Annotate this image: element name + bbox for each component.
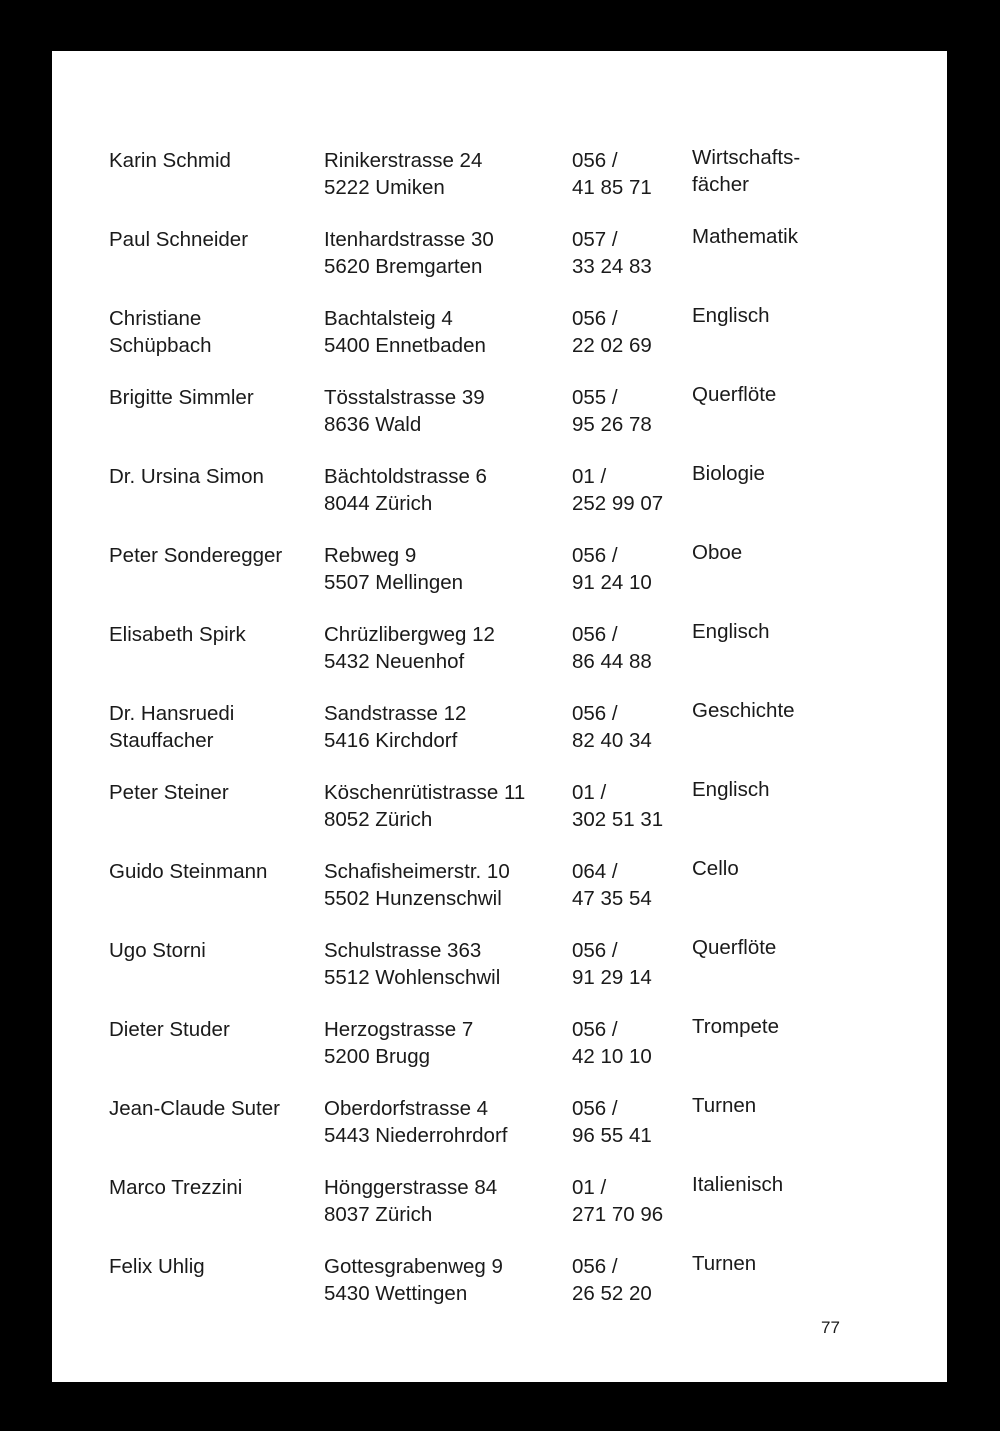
entry-subject-line: Querflöte <box>692 383 777 406</box>
entry-phone-line: 96 55 41 <box>572 1124 652 1147</box>
entry-phone-line: 86 44 88 <box>572 650 652 673</box>
entry-phone-line: 22 02 69 <box>572 334 652 357</box>
entry-phone <box>572 463 682 517</box>
entry-subject <box>692 381 892 408</box>
entry-phone-line: 056 / <box>572 1255 618 1278</box>
directory-entry <box>52 858 947 937</box>
entry-name-line: Peter Sonderegger <box>109 544 283 567</box>
entry-address-line: Bächtoldstrasse 6 <box>324 465 487 488</box>
entry-address-line: Schulstrasse 363 <box>324 939 482 962</box>
entry-phone-line: 252 99 07 <box>572 492 664 515</box>
entry-address-line: 5430 Wettingen <box>324 1282 468 1305</box>
entry-subject-line: Trompete <box>692 1015 779 1038</box>
directory-list <box>52 147 947 1332</box>
entry-address-line: 8037 Zürich <box>324 1203 433 1226</box>
entry-name-line: Guido Steinmann <box>109 860 268 883</box>
entry-phone-line: 056 / <box>572 939 618 962</box>
entry-subject-line: Englisch <box>692 304 770 327</box>
entry-address-line: Itenhardstrasse 30 <box>324 228 494 251</box>
entry-address <box>324 463 569 517</box>
entry-name <box>109 621 314 648</box>
entry-name <box>109 779 314 806</box>
entry-subject <box>692 460 892 487</box>
entry-name <box>109 1174 314 1201</box>
entry-name-line: Elisabeth Spirk <box>109 623 246 646</box>
entry-name <box>109 1253 314 1280</box>
entry-phone-line: 33 24 83 <box>572 255 652 278</box>
entry-subject <box>692 776 892 803</box>
entry-address-line: 5222 Umiken <box>324 176 445 199</box>
entry-phone-line: 01 / <box>572 1176 607 1199</box>
entry-subject-line: fächer <box>692 173 749 196</box>
directory-entry <box>52 1253 947 1332</box>
entry-address-line: Rinikerstrasse 24 <box>324 149 483 172</box>
directory-entry <box>52 779 947 858</box>
entry-phone-line: 057 / <box>572 228 618 251</box>
entry-address <box>324 858 569 912</box>
entry-phone <box>572 1095 682 1149</box>
entry-phone-line: 055 / <box>572 386 618 409</box>
entry-phone-line: 302 51 31 <box>572 808 664 831</box>
entry-address <box>324 937 569 991</box>
entry-phone-line: 42 10 10 <box>572 1045 652 1068</box>
entry-subject <box>692 618 892 645</box>
entry-phone <box>572 542 682 596</box>
entry-phone <box>572 621 682 675</box>
entry-address-line: Gottesgrabenweg 9 <box>324 1255 503 1278</box>
entry-phone-line: 056 / <box>572 1018 618 1041</box>
entry-name-line: Brigitte Simmler <box>109 386 254 409</box>
entry-address-line: 5200 Brugg <box>324 1045 431 1068</box>
entry-address <box>324 1174 569 1228</box>
entry-address <box>324 226 569 280</box>
entry-address-line: 5502 Hunzenschwil <box>324 887 502 910</box>
entry-address-line: 5507 Mellingen <box>324 571 464 594</box>
entry-phone <box>572 226 682 280</box>
entry-subject <box>692 144 892 198</box>
entry-phone-line: 95 26 78 <box>572 413 652 436</box>
entry-address-line: Tösstalstrasse 39 <box>324 386 485 409</box>
entry-subject-line: Turnen <box>692 1094 757 1117</box>
entry-phone-line: 064 / <box>572 860 618 883</box>
entry-name <box>109 305 314 359</box>
entry-subject <box>692 1013 892 1040</box>
entry-name <box>109 147 314 174</box>
entry-subject <box>692 1171 892 1198</box>
entry-subject <box>692 1250 892 1277</box>
entry-address-line: 5620 Bremgarten <box>324 255 483 278</box>
entry-phone-line: 056 / <box>572 307 618 330</box>
entry-subject-line: Geschichte <box>692 699 795 722</box>
entry-name <box>109 1095 314 1122</box>
entry-subject-line: Mathematik <box>692 225 798 248</box>
directory-entry <box>52 305 947 384</box>
directory-entry <box>52 1174 947 1253</box>
entry-address-line: 5512 Wohlenschwil <box>324 966 501 989</box>
entry-phone-line: 82 40 34 <box>572 729 652 752</box>
entry-address-line: Sandstrasse 12 <box>324 702 467 725</box>
entry-subject <box>692 855 892 882</box>
entry-subject-line: Wirtschafts- <box>692 146 801 169</box>
entry-name <box>109 226 314 253</box>
directory-entry <box>52 621 947 700</box>
entry-subject <box>692 302 892 329</box>
entry-phone-line: 01 / <box>572 781 607 804</box>
entry-phone-line: 056 / <box>572 1097 618 1120</box>
entry-subject <box>692 223 892 250</box>
entry-phone <box>572 779 682 833</box>
entry-address-line: 5400 Ennetbaden <box>324 334 486 357</box>
document-page <box>52 51 947 1382</box>
entry-phone <box>572 1174 682 1228</box>
directory-entry <box>52 226 947 305</box>
entry-name-line: Christiane <box>109 307 202 330</box>
entry-phone-line: 01 / <box>572 465 607 488</box>
entry-address <box>324 1253 569 1307</box>
entry-phone <box>572 858 682 912</box>
entry-name <box>109 858 314 885</box>
entry-name <box>109 1016 314 1043</box>
entry-address-line: 8044 Zürich <box>324 492 433 515</box>
entry-phone-line: 26 52 20 <box>572 1282 652 1305</box>
entry-address-line: 5416 Kirchdorf <box>324 729 458 752</box>
entry-name <box>109 463 314 490</box>
entry-address <box>324 542 569 596</box>
entry-phone <box>572 305 682 359</box>
entry-address-line: Schafisheimerstr. 10 <box>324 860 510 883</box>
entry-name-line: Karin Schmid <box>109 149 231 172</box>
entry-address-line: 5432 Neuenhof <box>324 650 465 673</box>
entry-address-line: Hönggerstrasse 84 <box>324 1176 498 1199</box>
entry-subject <box>692 934 892 961</box>
entry-address <box>324 1016 569 1070</box>
entry-address <box>324 1095 569 1149</box>
entry-address-line: Bachtalsteig 4 <box>324 307 453 330</box>
entry-phone <box>572 384 682 438</box>
entry-name-line: Felix Uhlig <box>109 1255 205 1278</box>
entry-subject-line: Englisch <box>692 620 770 643</box>
entry-phone <box>572 1253 682 1307</box>
entry-address <box>324 384 569 438</box>
directory-entry <box>52 384 947 463</box>
entry-phone-line: 47 35 54 <box>572 887 652 910</box>
entry-name-line: Marco Trezzini <box>109 1176 243 1199</box>
entry-name-line: Dieter Studer <box>109 1018 230 1041</box>
directory-entry <box>52 1016 947 1095</box>
entry-subject-line: Turnen <box>692 1252 757 1275</box>
entry-subject-line: Cello <box>692 857 739 880</box>
entry-phone-line: 056 / <box>572 544 618 567</box>
entry-subject-line: Querflöte <box>692 936 777 959</box>
entry-subject <box>692 697 892 724</box>
entry-address-line: Köschenrütistrasse 11 <box>324 781 526 804</box>
directory-entry <box>52 1095 947 1174</box>
entry-address-line: 8052 Zürich <box>324 808 433 831</box>
entry-name <box>109 700 314 754</box>
entry-address <box>324 147 569 201</box>
entry-address-line: Oberdorfstrasse 4 <box>324 1097 489 1120</box>
entry-address-line: 8636 Wald <box>324 413 422 436</box>
directory-entry <box>52 463 947 542</box>
entry-address-line: Rebweg 9 <box>324 544 417 567</box>
directory-entry <box>52 542 947 621</box>
entry-subject-line: Oboe <box>692 541 743 564</box>
entry-address <box>324 621 569 675</box>
entry-phone <box>572 1016 682 1070</box>
entry-phone-line: 056 / <box>572 702 618 725</box>
entry-address <box>324 305 569 359</box>
entry-phone-line: 056 / <box>572 149 618 172</box>
entry-subject <box>692 1092 892 1119</box>
entry-name-line: Ugo Storni <box>109 939 206 962</box>
entry-phone <box>572 937 682 991</box>
entry-name-line: Stauffacher <box>109 729 214 752</box>
entry-name-line: Paul Schneider <box>109 228 249 251</box>
entry-phone-line: 41 85 71 <box>572 176 652 199</box>
directory-entry <box>52 147 947 226</box>
entry-phone-line: 91 24 10 <box>572 571 652 594</box>
entry-subject-line: Biologie <box>692 462 765 485</box>
entry-name-line: Jean-Claude Suter <box>109 1097 280 1120</box>
entry-name-line: Dr. Ursina Simon <box>109 465 264 488</box>
entry-address-line: 5443 Niederrohrdorf <box>324 1124 508 1147</box>
entry-name-line: Dr. Hansruedi <box>109 702 235 725</box>
entry-phone <box>572 700 682 754</box>
entry-name-line: Schüpbach <box>109 334 212 357</box>
entry-subject <box>692 539 892 566</box>
entry-name <box>109 384 314 411</box>
entry-name-line: Peter Steiner <box>109 781 229 804</box>
entry-phone-line: 056 / <box>572 623 618 646</box>
entry-address-line: Chrüzlibergweg 12 <box>324 623 495 646</box>
entry-phone-line: 271 70 96 <box>572 1203 664 1226</box>
directory-entry <box>52 937 947 1016</box>
page-number: 77 <box>821 1318 840 1337</box>
entry-subject-line: Englisch <box>692 778 770 801</box>
entry-name <box>109 542 314 569</box>
entry-address <box>324 700 569 754</box>
entry-phone <box>572 147 682 201</box>
entry-subject-line: Italienisch <box>692 1173 784 1196</box>
entry-address-line: Herzogstrasse 7 <box>324 1018 474 1041</box>
entry-phone-line: 91 29 14 <box>572 966 652 989</box>
entry-name <box>109 937 314 964</box>
entry-address <box>324 779 569 833</box>
directory-entry <box>52 700 947 779</box>
